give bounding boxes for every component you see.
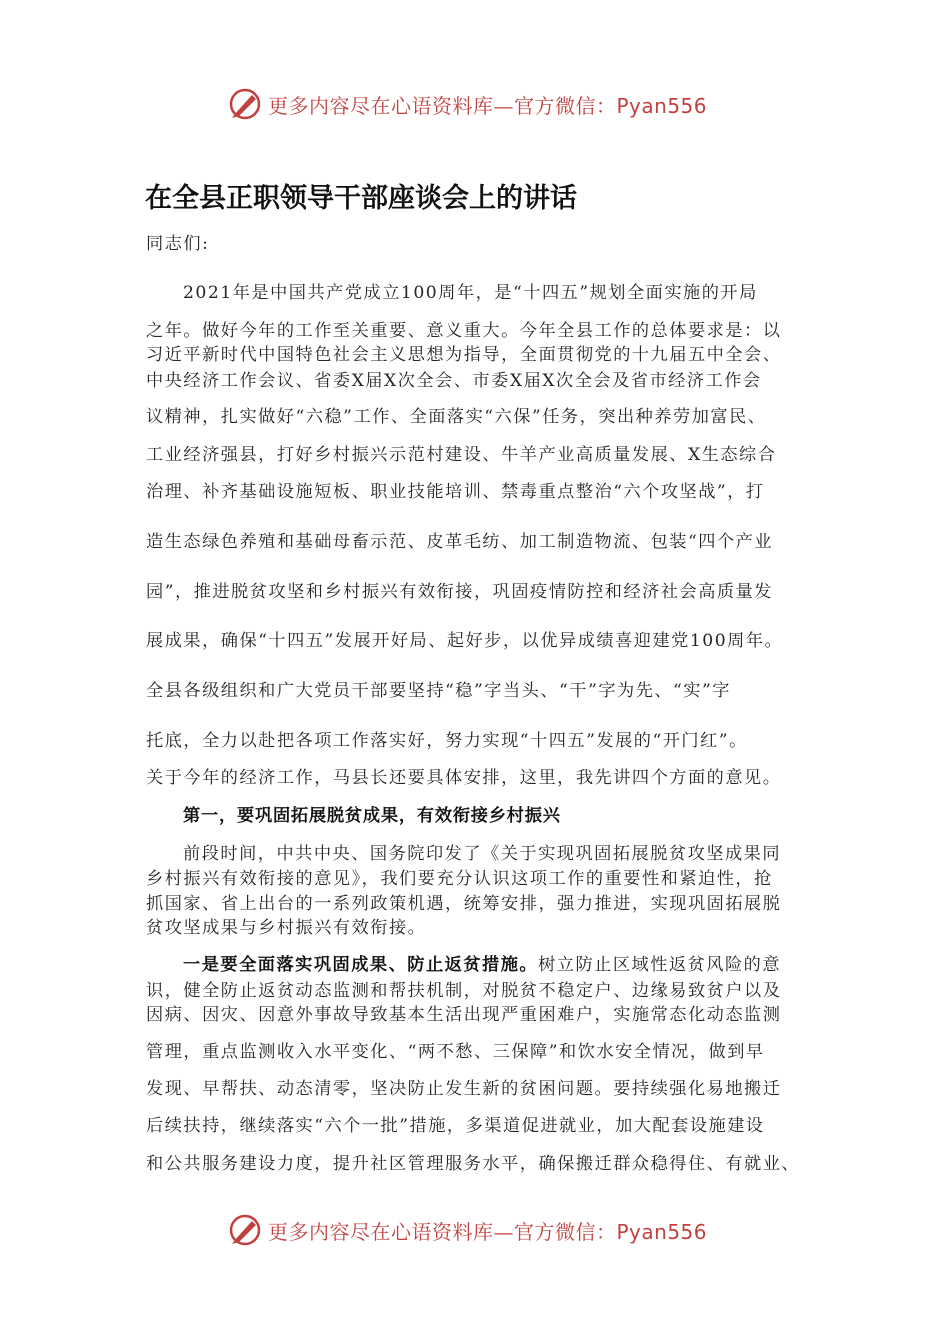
paragraph-line: 抓国家、省上出台的一系列政策机遇，统筹安排，强力推进，实现巩固拓展脱: [146, 894, 782, 914]
paragraph-line: 全县各级组织和广大党员干部要坚持“稳”字当头、“干”字为先、“实”字: [146, 681, 731, 701]
section-heading: 第一，要巩固拓展脱贫成果，有效衔接乡村振兴: [183, 806, 561, 826]
paragraph-line: 议精神，扎实做好“六稳”工作、全面落实“六保”任务，突出种养劳加富民、: [146, 407, 767, 427]
banner-text: 更多内容尽在心语资料库—官方微信：Pyan556: [268, 93, 708, 118]
paragraph-line: 之年。做好今年的工作至关重要、意义重大。今年全县工作的总体要求是：以: [146, 321, 782, 341]
banner-text: 更多内容尽在心语资料库—官方微信：Pyan556: [268, 1219, 708, 1244]
paragraph-line: 发现、早帮扶、动态清零，坚决防止发生新的贫困问题。要持续强化易地搬迁: [146, 1079, 782, 1099]
paragraph-line: 造生态绿色养殖和基础母畜示范、皮革毛纺、加工制造物流、包装“四个产业: [146, 532, 773, 552]
paragraph-line: 和公共服务建设力度，提升社区管理服务水平，确保搬迁群众稳得住、有就业、: [146, 1154, 801, 1174]
paragraph-line: 园”，推进脱贫攻坚和乡村振兴有效衔接，巩固疫情防控和经济社会高质量发: [146, 582, 773, 602]
paragraph-line: 因病、因灾、因意外事故导致基本生活出现严重困难户，实施常态化动态监测: [146, 1005, 782, 1025]
page-title: 在全县正职领导干部座谈会上的讲话: [145, 183, 577, 214]
paragraph-line: 贫攻坚成果与乡村振兴有效衔接。: [146, 918, 427, 938]
paragraph-line: 管理，重点监测收入水平变化、“两不愁、三保障”和饮水安全情况，做到早: [146, 1042, 765, 1062]
footer-banner: [228, 1212, 707, 1248]
paragraph-line: 乡村振兴有效衔接的意见》，我们要充分认识这项工作的重要性和紧迫性，抢: [146, 869, 773, 889]
paragraph-line: 2021年是中国共产党成立100周年，是“十四五”规划全面实施的开局: [183, 283, 758, 303]
paragraph-line: 关于今年的经济工作，马县长还要具体安排，这里，我先讲四个方面的意见。: [146, 768, 782, 788]
paragraph-line: 前段时间，中共中央、国务院印发了《关于实现巩固拓展脱贫攻坚成果同: [183, 844, 782, 864]
paragraph-line: 治理、补齐基础设施短板、职业技能培训、禁毒重点整治“六个攻坚战”，打: [146, 482, 765, 502]
greeting: 同志们:: [146, 234, 210, 254]
paragraph-line: 一是要全面落实巩固成果、防止返贫措施。树立防止区域性返贫风险的意: [183, 955, 782, 975]
paragraph-line: 识，健全防止返贫动态监测和帮扶机制，对脱贫不稳定户、边缘易致贫户以及: [146, 981, 782, 1001]
paragraph-line: 习近平新时代中国特色社会主义思想为指导，全面贯彻党的十九届五中全会、: [146, 345, 782, 365]
paragraph-line: 中央经济工作会议、省委X届X次全会、市委X届X次全会及省市经济工作会: [146, 371, 762, 391]
paragraph-line: 托底，全力以赴把各项工作落实好，努力实现“十四五”发展的“开门红”。: [146, 731, 748, 751]
point-heading: 一是要全面落实巩固成果、防止返贫措施。: [183, 955, 539, 975]
paragraph-line: 工业经济强县，打好乡村振兴示范村建设、牛羊产业高质量发展、X生态综合: [146, 445, 777, 465]
pen-circle-icon: [228, 87, 262, 121]
pen-circle-icon: [228, 1213, 262, 1247]
paragraph-line: 展成果，确保“十四五”发展开好局、起好步，以优异成绩喜迎建党100周年。: [146, 631, 784, 651]
paragraph-line: 后续扶持，继续落实“六个一批”措施，多渠道促进就业，加大配套设施建设: [146, 1116, 765, 1136]
header-banner: [228, 86, 707, 122]
